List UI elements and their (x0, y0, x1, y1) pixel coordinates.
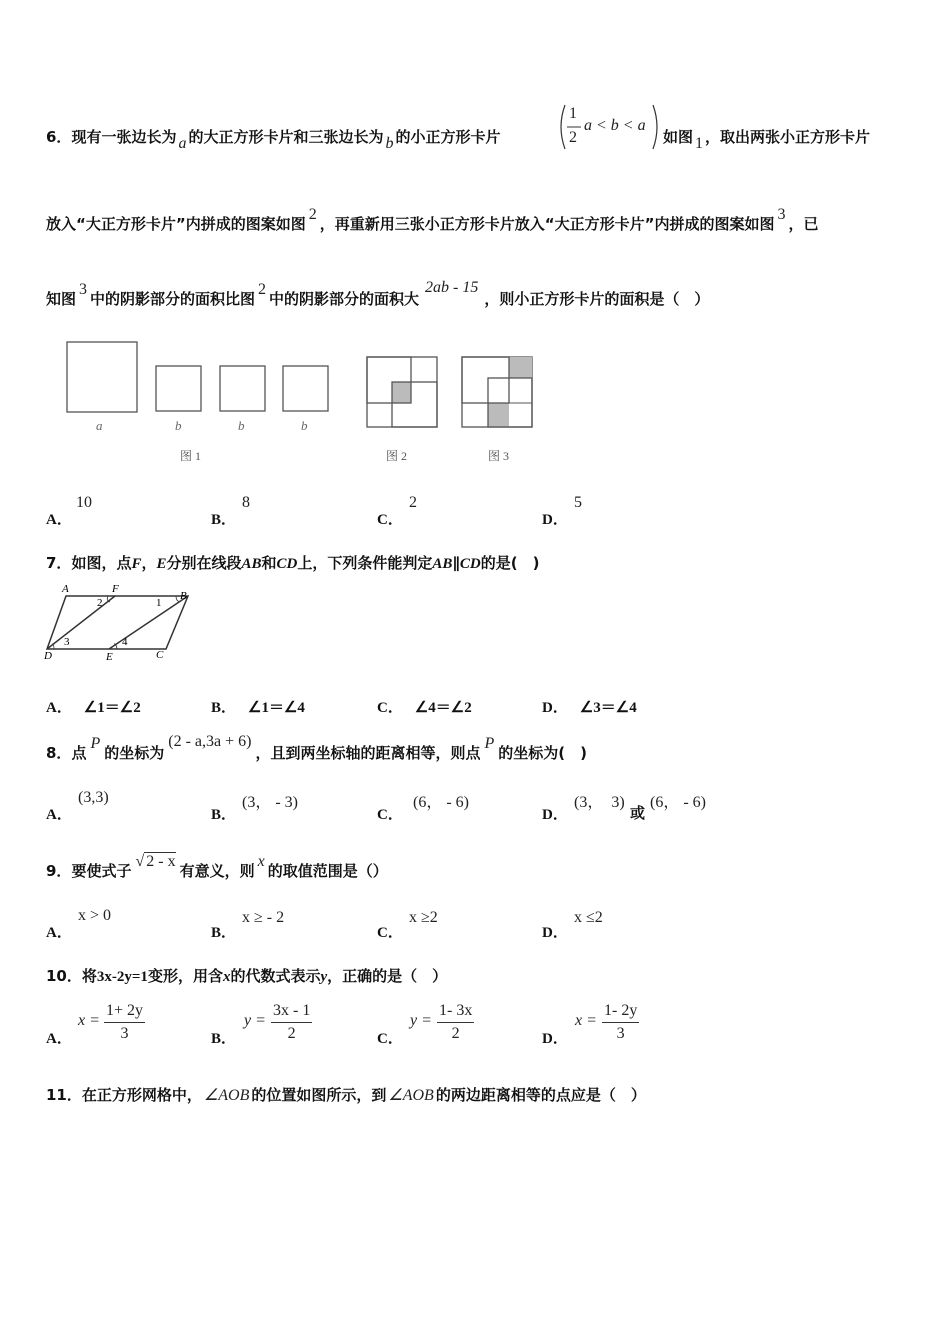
fraction-numerator: 3x - 1 (271, 1000, 312, 1023)
q7-option-c[interactable] (377, 696, 472, 717)
angle-3: 3 (64, 636, 70, 648)
caption-fig1: 图 1 (180, 449, 202, 463)
q7-var: AB (432, 556, 453, 572)
option-label: D． (542, 925, 568, 941)
q7-var: CD (459, 556, 481, 572)
q10-number: 10． (46, 967, 82, 985)
fraction-numerator: 1- 2y (602, 1000, 639, 1023)
q7-option-d[interactable] (542, 696, 637, 717)
q7-var: AB (241, 556, 262, 572)
q10-var-x: x (222, 969, 231, 985)
point-b: B (180, 590, 187, 602)
option-value: (3， - 3) (242, 794, 298, 811)
q10-text: 变形，用含 (147, 967, 223, 985)
option-label: C． (377, 700, 403, 716)
q6-cond-rest: a < b < a (584, 117, 646, 134)
q11-angle: ∠AOB (203, 1087, 250, 1104)
q6-line3 (46, 279, 710, 310)
fraction-denominator: 3 (616, 1025, 625, 1042)
option-value: ∠4＝∠2 (414, 700, 472, 716)
option-value: 10 (76, 494, 92, 511)
option-lhs: x = (575, 1012, 597, 1029)
q9-text: 要使式子 (71, 862, 132, 880)
point-f: F (112, 583, 119, 595)
fraction-denominator: 3 (120, 1025, 129, 1042)
q6-fig-ref: 2 (308, 206, 317, 223)
q6-expr: 2ab - 15 (425, 279, 479, 296)
q6-text: ，则小正方形卡片的面积是（ ） (484, 290, 710, 308)
q6-text: ，取出两张小正方形卡片 (705, 128, 871, 146)
q7-text: 如图，点 (71, 554, 132, 572)
option-label: D． (542, 512, 568, 528)
q7-option-a[interactable] (46, 696, 141, 717)
q11-angle: ∠AOB (388, 1087, 434, 1104)
fig2-shade (392, 382, 411, 403)
q7-number: 7． (46, 554, 72, 572)
option-value: x ≤2 (574, 909, 603, 926)
angle-4: 4 (122, 636, 128, 648)
q6-option-a[interactable] (46, 508, 72, 529)
option-value: (6， - 6) (413, 794, 469, 811)
option-label: A． (46, 925, 72, 941)
q8-option-a[interactable] (46, 803, 72, 824)
q6-number: 6． (46, 128, 72, 146)
q7-stem (46, 553, 539, 574)
q9-stem (46, 853, 388, 882)
q8-text: ，且到两坐标轴的距离相等，则点 (255, 744, 481, 762)
option-label: B． (211, 512, 237, 528)
option-fraction (602, 1000, 639, 1045)
q6-fig-ref: 3 (777, 206, 786, 223)
q6-text: 放入“大正方形卡片”内拼成的图案如图 (46, 215, 306, 233)
option-label: B． (211, 925, 237, 941)
option-fraction (437, 1000, 474, 1045)
caption-fig2: 图 2 (386, 449, 408, 463)
q7-figure (42, 583, 202, 663)
q8-stem (46, 733, 587, 764)
q10-option-d[interactable] (542, 1027, 568, 1048)
option-value: ∠3＝∠4 (579, 700, 637, 716)
q6-text: 如图 (663, 128, 694, 146)
option-value: (3， 3) (574, 794, 625, 811)
fraction-denominator: 2 (287, 1025, 296, 1042)
q10-option-a[interactable] (46, 1027, 72, 1048)
q6-fig-ref: 1 (695, 135, 704, 152)
option-label: B． (211, 807, 237, 823)
option-value: ∠1＝∠2 (83, 700, 141, 716)
option-lhs: y = (410, 1012, 432, 1029)
fig3-shade (488, 403, 509, 427)
q8-var-p: P (90, 735, 101, 752)
q11-stem (46, 1085, 646, 1106)
q6-option-c[interactable] (377, 508, 403, 529)
q7-var: E (156, 556, 167, 572)
option-label: A． (46, 700, 72, 716)
option-value: (3,3) (78, 789, 109, 806)
q10-var-y: y (320, 969, 328, 985)
option-value: (6， - 6) (650, 794, 706, 811)
option-value: x ≥2 (409, 909, 438, 926)
q10-text: 将 (81, 967, 97, 985)
q6-figure (60, 336, 550, 466)
q6-var-b: b (385, 135, 394, 152)
q8-option-c[interactable] (377, 803, 403, 824)
fraction-numerator: 1- 3x (437, 1000, 474, 1023)
caption-fig3: 图 3 (488, 449, 510, 463)
label-a: a (96, 418, 103, 433)
option-value: 8 (242, 494, 250, 511)
angle-1: 1 (156, 597, 162, 609)
q8-text: 点 (71, 744, 87, 762)
option-fraction (271, 1000, 312, 1045)
q10-option-c[interactable] (377, 1027, 403, 1048)
q6-text: 知图 (46, 290, 77, 308)
q7-text: 分别在线段 (166, 554, 242, 572)
option-value: 5 (574, 494, 582, 511)
point-c: C (156, 649, 164, 661)
point-d: D (44, 650, 52, 662)
q6-text: 现有一张边长为 (71, 128, 177, 146)
option-label: D． (542, 807, 568, 823)
option-label: D． (542, 1031, 568, 1047)
small-square (156, 366, 201, 411)
q8-text: 的坐标为( ) (498, 744, 587, 762)
q10-option-b[interactable] (211, 1027, 236, 1048)
fraction-denominator: 2 (451, 1025, 460, 1042)
q6-line1-end (663, 127, 871, 152)
q7-var: F (131, 556, 142, 572)
option-value: 2 (409, 494, 417, 511)
option-value: x ≥ - 2 (242, 909, 285, 926)
option-label: A． (46, 807, 72, 823)
q8-option-d[interactable] (542, 803, 568, 824)
q7-text: 上，下列条件能判定 (297, 554, 433, 572)
option-fraction (104, 1000, 145, 1045)
angle-2: 2 (97, 597, 103, 609)
q11-text: 的两边距离相等的点应是（ ） (435, 1086, 646, 1104)
parallel-symbol: ∥ (452, 554, 460, 572)
q6-text: ，再重新用三张小正方形卡片放入“大正方形卡片”内拼成的图案如图 (319, 215, 775, 233)
q11-text: 在正方形网格中， (81, 1086, 202, 1104)
q9-var-x: x (257, 853, 265, 870)
q8-coord: (2 - a,3a + 6) (168, 733, 252, 750)
q6-text: 的小正方形卡片 (395, 128, 501, 146)
q9-text: 的取值范围是（） (267, 862, 388, 880)
option-label: D． (542, 700, 568, 716)
q6-fig-ref: 3 (79, 281, 88, 298)
q6-text: 中的阴影部分的面积大 (269, 290, 420, 308)
q6-var-a: a (178, 135, 187, 152)
option-label: C． (377, 807, 403, 823)
q7-option-b[interactable] (211, 696, 305, 717)
option-value: x > 0 (78, 907, 112, 924)
q9-text: 有意义，则 (179, 862, 255, 880)
q8-number: 8． (46, 744, 72, 762)
big-square (67, 342, 137, 412)
label-b: b (175, 418, 182, 433)
option-label: B． (211, 700, 237, 716)
segment-be (109, 596, 188, 649)
q6-text: 中的阴影部分的面积比图 (90, 290, 256, 308)
q10-stem (46, 966, 447, 987)
q6-cond-num: 1 (569, 105, 577, 122)
q6-option-b[interactable] (211, 508, 236, 529)
q10-equation: 3x-2y=1 (96, 969, 148, 985)
q6-cond-den: 2 (569, 129, 577, 146)
option-label: A． (46, 512, 72, 528)
q11-number: 11． (46, 1086, 82, 1104)
q9-option-c[interactable] (377, 921, 403, 942)
q8-var-p: P (484, 735, 495, 752)
small-square (283, 366, 328, 411)
q8-option-b[interactable] (211, 803, 236, 824)
q8-or: 或 (630, 804, 646, 822)
q10-text: 的代数式表示 (230, 967, 321, 985)
q7-text: 和 (261, 554, 277, 572)
q6-option-d[interactable] (542, 508, 568, 529)
q10-text: ，正确的是（ ） (327, 967, 448, 985)
label-b: b (301, 418, 308, 433)
sqrt-expr: √ 2 - x (135, 853, 176, 870)
label-b: b (238, 418, 245, 433)
q7-var: CD (276, 556, 298, 572)
q6-text: 的大正方形卡片和三张边长为 (188, 128, 384, 146)
q9-option-d[interactable] (542, 921, 568, 942)
option-label: C． (377, 1031, 403, 1047)
option-value: ∠1＝∠4 (248, 700, 305, 716)
q7-text: ， (141, 554, 157, 572)
q9-number: 9． (46, 862, 72, 880)
q9-option-a[interactable] (46, 921, 72, 942)
option-lhs: y = (244, 1012, 266, 1029)
small-square (220, 366, 265, 411)
option-label: B． (211, 1031, 237, 1047)
fig3-card (462, 357, 509, 403)
fig3-card (509, 378, 532, 403)
q6-text: ，已 (788, 215, 819, 233)
point-a: A (62, 583, 69, 595)
q6-condition (557, 103, 661, 151)
q11-text: 的位置如图所示，到 (251, 1086, 387, 1104)
fig3-shade (509, 357, 532, 378)
fraction-numerator: 1+ 2y (104, 1000, 145, 1023)
q6-fig-ref: 2 (258, 281, 267, 298)
point-e: E (106, 651, 113, 663)
option-label: C． (377, 512, 403, 528)
q6-line2 (46, 206, 819, 235)
option-label: A． (46, 1031, 72, 1047)
option-label: C． (377, 925, 403, 941)
option-lhs: x = (78, 1012, 100, 1029)
sqrt-radicand: 2 - x (146, 853, 176, 870)
q9-option-b[interactable] (211, 921, 236, 942)
q6-line1 (46, 127, 501, 152)
q8-text: 的坐标为 (104, 744, 165, 762)
q7-text: 的是( ) (480, 554, 540, 572)
